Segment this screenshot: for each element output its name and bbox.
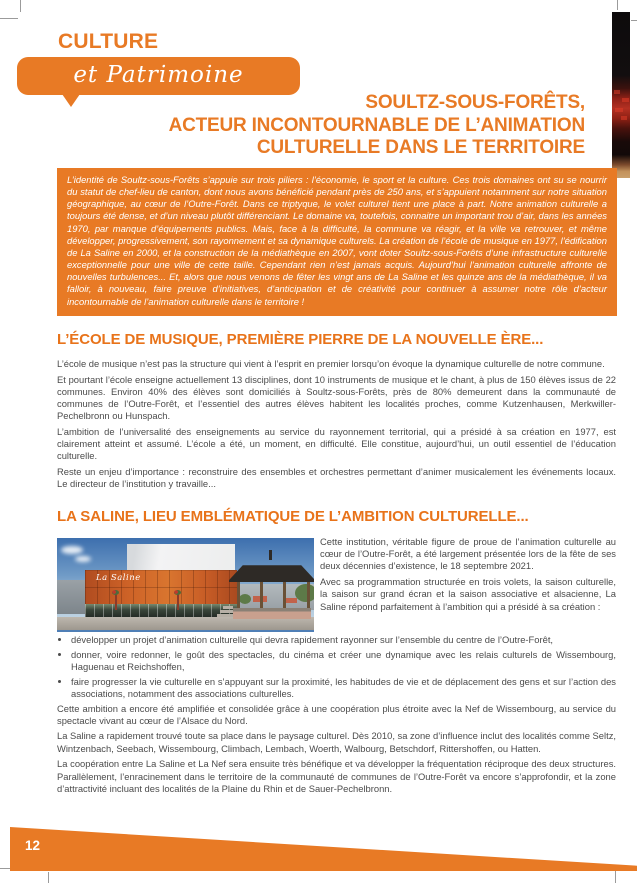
- brick-glow: [614, 90, 620, 94]
- la-saline-media-row: [57, 536, 616, 632]
- paragraph: Et pourtant l’école enseigne actuellement 13 disciplines, dont 10 instruments de musique et le chant, à plus de 150 élèves issus de 22 communes. Environ 40% des élèves sont domiciliés à Soultz-sous-Forêts, près de 80% demeurent dans la communauté de communes de l’Outre-Forêt, et l’essentiel des autres élèves habitent les localités proches, comme Kutzenhausen, Merkwiller-Pechelbronn ou Hunspach.: [57, 373, 616, 422]
- article-title-line2: ACTEUR INCONTOURNABLE DE L’ANIMATION: [168, 114, 585, 136]
- tree: [295, 584, 314, 602]
- section-heading-ecole-de-musique: L’ÉCOLE DE MUSIQUE, PREMIÈRE PIERRE DE LA NOUVELLE ÈRE...: [57, 331, 544, 348]
- gazebo-stairs: [223, 606, 233, 609]
- gazebo-base: [233, 608, 311, 619]
- footer-band: [10, 827, 637, 871]
- trim-mark-top-left-v: [20, 0, 21, 12]
- section-kicker: CULTURE: [58, 30, 159, 53]
- section-heading-la-saline: LA SALINE, LIEU EMBLÉMATIQUE DE L’AMBITION CULTURELLE...: [57, 508, 529, 525]
- glass-entrance-band: [85, 604, 237, 617]
- bullet-item: • faire progresser la vie culturelle en s’appuyant sur la proximité, les habitudes de vie et de déplacement des gens et sur l’action des associations, notamment des associations culturelles.: [71, 676, 616, 700]
- cloud: [75, 556, 91, 562]
- lamppost: [177, 594, 179, 610]
- gazebo-roof: [229, 558, 314, 582]
- article-title: [57, 92, 585, 160]
- trim-mark-bottom-right-v: [615, 869, 616, 883]
- ambition-bullet-list: [57, 634, 616, 700]
- gazebo-post: [307, 582, 310, 610]
- brick-glow: [621, 116, 627, 120]
- paragraph: Cette institution, véritable figure de proue de l’animation culturelle au cœur de l’Outre-Forêt, a été largement présentée lors de la fête de ses deux décennies d’existence, le 18 septembre 2021.: [320, 536, 616, 572]
- page-number: 12: [25, 838, 41, 853]
- flower-basket: [174, 590, 181, 595]
- gazebo-post: [283, 582, 286, 610]
- kicker-bubble: [17, 57, 300, 95]
- brick-glow: [622, 98, 629, 102]
- lamppost: [115, 594, 117, 610]
- section-body-ecole-de-musique: [57, 358, 616, 494]
- gazebo-finial: [269, 550, 272, 560]
- la-saline-intro-text: [320, 536, 616, 616]
- flower-basket: [112, 590, 119, 595]
- la-saline-body: [57, 634, 616, 798]
- la-saline-photo: [57, 538, 314, 632]
- cloud: [61, 546, 83, 554]
- gazebo-stairs: [217, 614, 233, 617]
- village-house-roof: [285, 598, 297, 603]
- gazebo-stairs: [220, 610, 233, 613]
- trim-mark-top-right-h: [631, 20, 637, 21]
- article-title-line3: CULTURELLE DANS LE TERRITOIRE: [256, 137, 585, 158]
- kicker-sub-label: et Patrimoine: [73, 61, 244, 88]
- paragraph: L’école de musique n’est pas la structure qui vient à l’esprit en premier lorsqu’on évoque la dynamique culturelle de notre commune.: [57, 358, 605, 369]
- intro-box: L’identité de Soultz-sous-Forêts s’appuie sur trois piliers : l’économie, le sport et la culture. Ces trois domaines ont su se nourrir du statut de chef-lieu de canton, dont nous avons bénéficié pendant près de 250 ans, et s’appuient notamment sur notre situation géographique, au cœur de l’Outre-Forêt. Dans ce triptyque, le volet culturel tient une place à part. Notre animation culturelle a toujours été dense, et d’un niveau plutôt différenciant. Le domaine va, toutefois, connaitre un important trou d’air, dans les années 1970, par manque d’équipements publics. Mais, face à la difficulté, la commune va réagir, et la ville va retrouver, et même développer, progressivement, son rayonnement et sa dynamique culturels. La création de l’école de musique en 1977, l’édification de La Saline en 2000, et la construction de la médiathèque en 2007, vont doter Soultz-sous-Forêts d’une infrastructure culturelle exceptionnelle pour une ville de cette taille. Cependant rien n’est jamais acquis. Aujourd’hui l’animation culturelle affronte de nouvelles turbulences... Et, alors que nous venons de fêter les vingt ans de La Saline et les quinze ans de la médiathèque, il va falloir, à nouveau, faire preuve d’initiatives, d’anticipation et de créativité pour continuer à assumer notre rôle d’acteur incontournable de l’animation culturelle dans le territoire !: [57, 168, 617, 316]
- gazebo-post: [237, 582, 240, 610]
- paragraph: Reste un enjeu d’importance : reconstruire des ensembles et orchestres permettant d’animer musicalement les événements locaux. Le directeur de l’institution y travaille...: [57, 466, 616, 490]
- trim-mark-bottom-left-h: [0, 868, 10, 869]
- la-saline-sign: La Saline: [96, 573, 141, 583]
- bullet-item: • développer un projet d’animation culturelle qui devra rapidement rayonner sur l’ensemble du centre de l’Outre-Forêt,: [71, 634, 616, 646]
- paragraph: L’ambition de l’universalité des enseignements au service du rayonnement territorial, qui a présidé à sa création en 1977, est clairement atteint et assumé. L’école a été, un moment, en difficulté. Elle constitue, aujourd’hui, un outil essentiel de l’éducation culturelle.: [57, 426, 616, 462]
- gazebo-post: [260, 582, 263, 610]
- paragraph: Cette ambition a encore été amplifiée et consolidée grâce à une coopération plus étroite avec la Nef de Wissembourg, au service du spectacle vivant au cœur de l’Alsace du Nord.: [57, 702, 616, 726]
- trim-mark-bottom-left-v: [48, 872, 49, 883]
- paragraph: La Saline a rapidement trouvé toute sa place dans le paysage culturel. Dès 2010, sa zone d’influence inclut des localités comme Seltz, Wintzenbach, Seebach, Wissembourg, Climbach, Lembach, Woerth, Walbourg, Betschdorf, Rittershoffen, ou Hatten.: [57, 730, 616, 754]
- tree: [239, 594, 251, 604]
- brick-glow: [615, 108, 623, 112]
- page-edge-photo-strip: [612, 12, 630, 178]
- trim-mark-top-left-h: [0, 18, 18, 19]
- corten-facade: [85, 570, 237, 604]
- article-title-line1: SOULTZ-SOUS-FORÊTS,: [365, 92, 585, 113]
- trim-mark-top-right-v: [617, 0, 618, 10]
- bullet-item: • donner, voire redonner, le goût des spectacles, du cinéma et créer une dynamique avec les relais culturels de Wissembourg, Haguenau et Reichshoffen,: [71, 649, 616, 673]
- paragraph: La coopération entre La Saline et La Nef sera ensuite très bénéfique et va développer la fréquentation réciproque des deux structures. Parallèlement, l’enracinement dans le territoire de la communauté de communes de l’Outre-Forêt va encore s’approfondir, et la zone d’attractivité incluant des localités de la Plaine du Rhin et de Sauer-Pechelbronn.: [57, 758, 616, 794]
- paragraph: Avec sa programmation structurée en trois volets, la saison culturelle, la saison sur grand écran et la saison associative et alsacienne, La Saline répond parfaitement à l’ambition qui a présidé à sa création :: [320, 576, 616, 612]
